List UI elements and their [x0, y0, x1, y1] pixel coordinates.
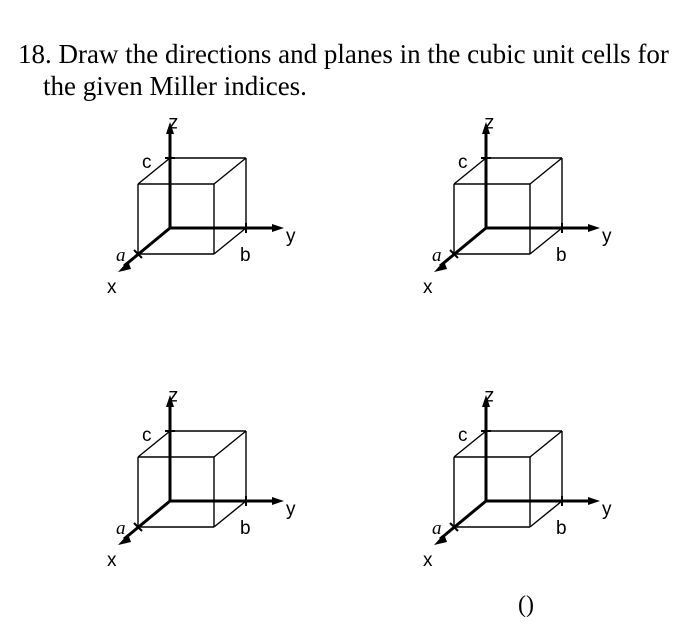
b-label: b [556, 245, 567, 266]
b-label: b [240, 245, 251, 266]
y-axis-label: y [602, 499, 612, 520]
x-axis-label: x [107, 550, 117, 571]
question-line-2: the given Miller indices. [43, 71, 307, 101]
b-label: b [556, 518, 567, 539]
b-label: b [240, 518, 251, 539]
a-label: a [116, 245, 126, 266]
x-axis [440, 501, 486, 539]
c-label: c [458, 152, 468, 173]
a-label: a [432, 518, 442, 539]
c-label: c [142, 425, 152, 446]
z-axis-label: z [484, 113, 494, 134]
question-line-1: 18. Draw the directions and planes in the cubic unit cells for [18, 39, 669, 69]
z-axis-label: z [168, 113, 178, 134]
y-axis-label: y [602, 226, 612, 247]
miller-index-placeholder: () [518, 592, 534, 618]
x-axis-label: x [423, 277, 433, 298]
y-arrow-icon [588, 497, 600, 505]
y-axis-label: y [286, 499, 296, 520]
x-axis-label: x [107, 277, 117, 298]
z-axis-label: z [168, 386, 178, 407]
cube-edge [530, 431, 562, 457]
x-axis-label: x [423, 550, 433, 571]
z-axis-label: z [484, 386, 494, 407]
c-label: c [458, 425, 468, 446]
c-label: c [142, 152, 152, 173]
a-label: a [432, 245, 442, 266]
y-axis-label: y [286, 226, 296, 247]
a-label: a [116, 518, 126, 539]
